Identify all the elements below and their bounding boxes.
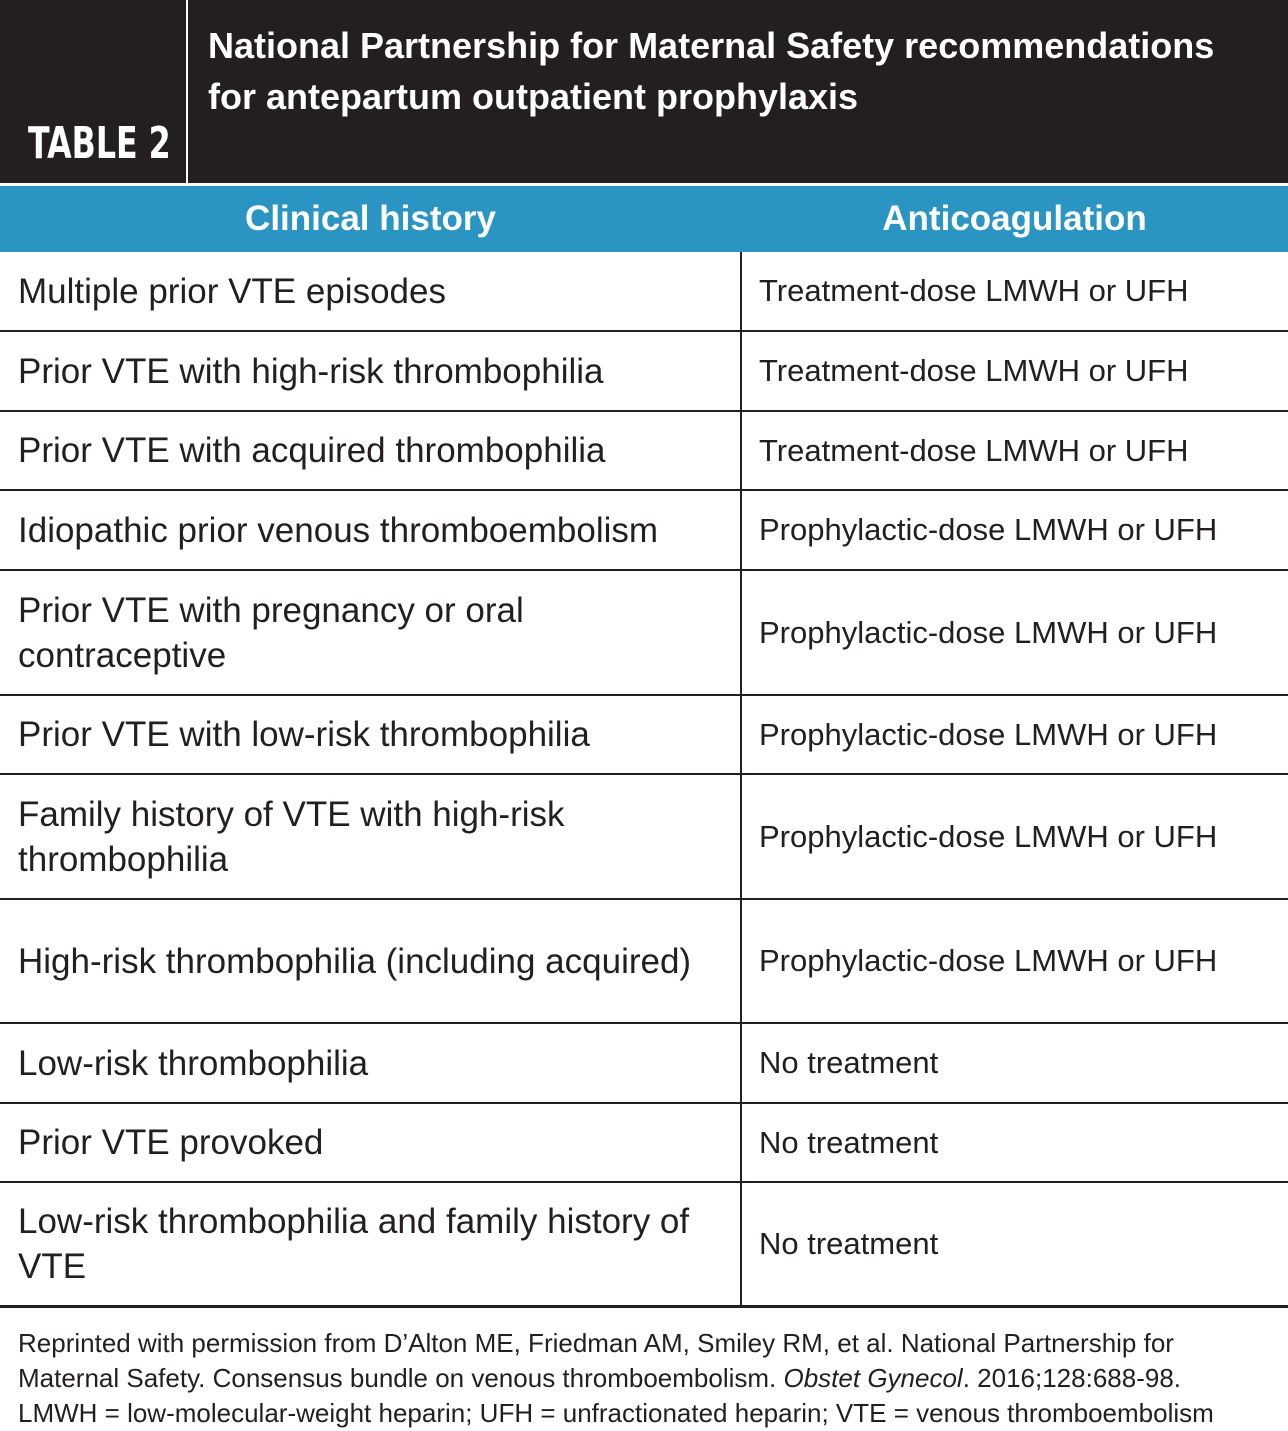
footnote-journal: Obstet Gynecol [783, 1363, 963, 1393]
table-row [0, 332, 1288, 412]
clinical-history-cell: High-risk thrombophilia (including acquired) [18, 941, 692, 981]
anticoagulation-cell: No treatment [759, 1124, 939, 1160]
footnote-citation-prefix: Reprinted with permission from D’Alton ME, Friedman AM, Smiley RM, et al. National Partnership for Maternal Safety. Consensus bundle on venous thromboembolism. [18, 1328, 1174, 1393]
table-row [0, 1104, 1288, 1183]
clinical-history-cell: Prior VTE with acquired thrombophilia [18, 431, 606, 470]
clinical-history-cell: Prior VTE with pregnancy or oral contraceptive [18, 590, 524, 675]
table-row [0, 1024, 1288, 1104]
clinical-history-cell: Prior VTE provoked [18, 1123, 324, 1162]
clinical-history-cell: Low-risk thrombophilia and family history of VTE [18, 1202, 690, 1286]
table-row [0, 252, 1288, 332]
table-row [0, 412, 1288, 491]
table-title-bar [0, 0, 1288, 183]
header-anticoagulation: Anticoagulation [882, 199, 1147, 238]
table-header-row [0, 183, 1288, 252]
anticoagulation-cell: Prophylactic-dose LMWH or UFH [759, 716, 1218, 752]
table-row [0, 491, 1288, 571]
anticoagulation-cell: Prophylactic-dose LMWH or UFH [759, 943, 1218, 978]
table-row [0, 1183, 1288, 1308]
table-row [0, 775, 1288, 900]
anticoagulation-cell: Prophylactic-dose LMWH or UFH [759, 614, 1218, 650]
anticoagulation-cell: Prophylactic-dose LMWH or UFH [759, 818, 1218, 854]
table-number-label: TABLE 2 [28, 118, 171, 169]
clinical-history-cell: Prior VTE with low-risk thrombophilia [18, 715, 590, 754]
anticoagulation-cell: No treatment [759, 1045, 939, 1080]
clinical-history-cell: Multiple prior VTE episodes [18, 271, 446, 311]
header-clinical-history: Clinical history [245, 199, 496, 238]
column-divider [740, 252, 742, 1307]
clinical-history-cell: Family history of VTE with high-risk thrombophilia [18, 794, 565, 879]
anticoagulation-cell: Treatment-dose LMWH or UFH [759, 353, 1189, 388]
table-row [0, 900, 1288, 1024]
anticoagulation-cell: Treatment-dose LMWH or UFH [759, 273, 1189, 308]
anticoagulation-cell: No treatment [759, 1226, 939, 1261]
clinical-history-cell: Prior VTE with high-risk thrombophilia [18, 351, 604, 391]
table-title: National Partnership for Maternal Safety recommendations for antepartum outpatient prophylaxis [208, 25, 1215, 117]
anticoagulation-cell: Treatment-dose LMWH or UFH [759, 432, 1189, 468]
table-row [0, 571, 1288, 696]
clinical-history-cell: Low-risk thrombophilia [18, 1043, 369, 1083]
clinical-history-cell: Idiopathic prior venous thromboembolism [18, 510, 659, 550]
anticoagulation-cell: Prophylactic-dose LMWH or UFH [759, 512, 1218, 547]
footnote-citation-suffix: . 2016;128:688-98. [962, 1363, 1181, 1393]
footnote-abbreviations: LMWH = low-molecular-weight heparin; UFH = unfractionated heparin; VTE = venous thromboembolism [18, 1398, 1214, 1428]
table-row [0, 696, 1288, 775]
title-divider [186, 0, 188, 183]
table-footnote [18, 1326, 1280, 1431]
